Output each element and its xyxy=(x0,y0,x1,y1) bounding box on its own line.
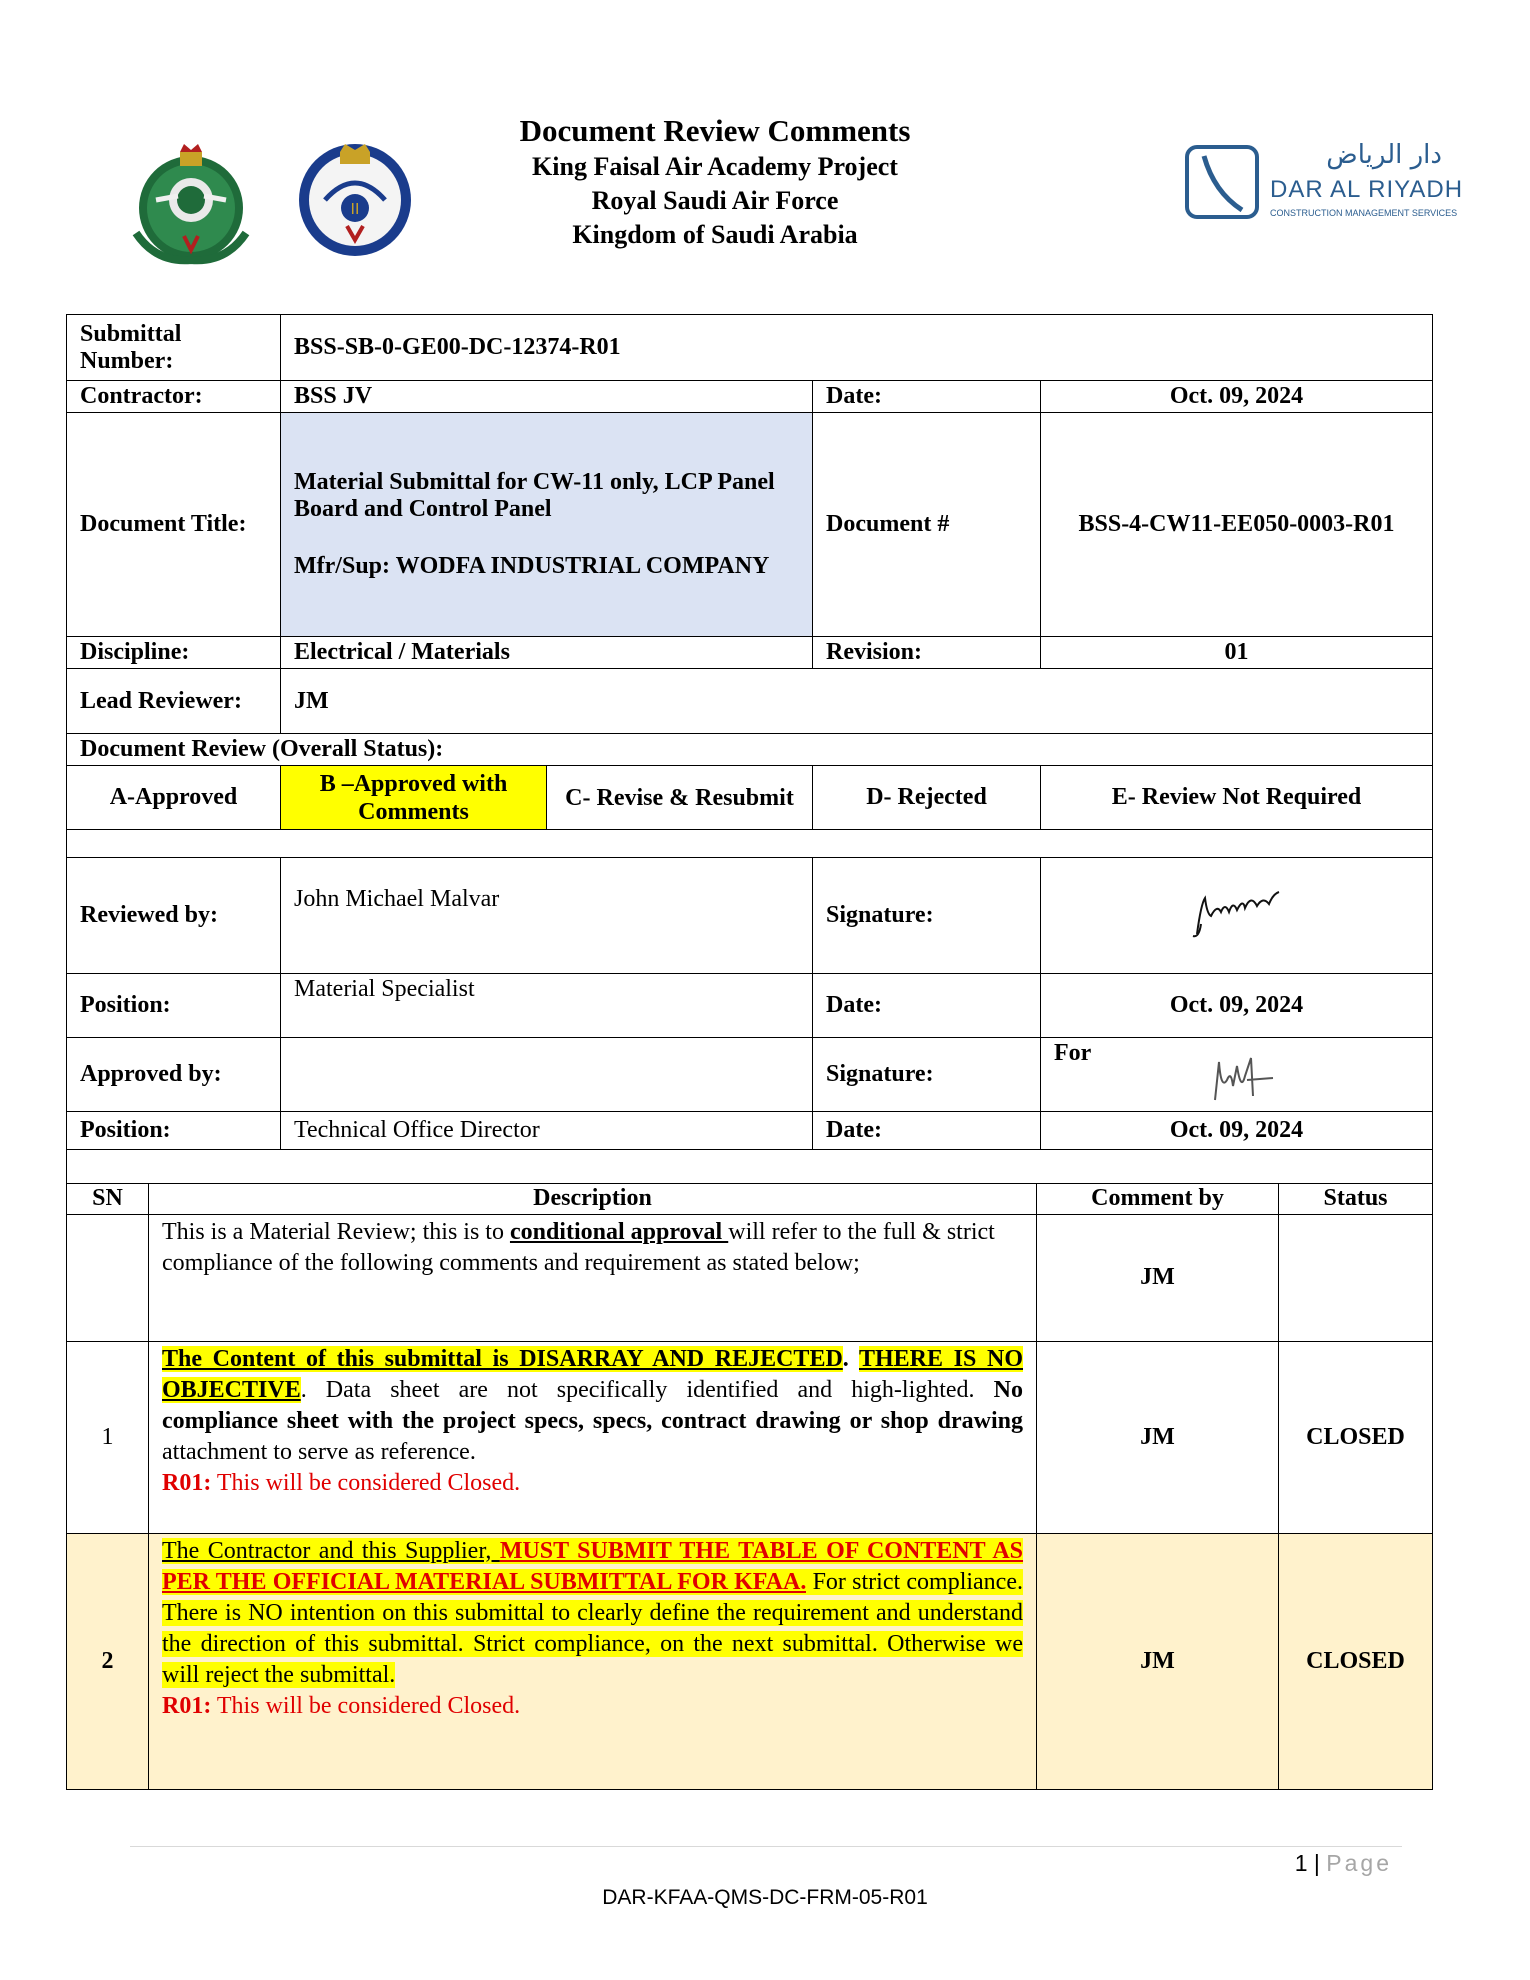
status-a-approved: A-Approved xyxy=(67,766,281,830)
row1-text-f: attachment to serve as reference. xyxy=(162,1438,476,1465)
document-title-value xyxy=(281,413,813,637)
row1-r01-label: R01: xyxy=(162,1469,212,1496)
row1-text-b: . xyxy=(842,1345,859,1372)
row1-status: CLOSED xyxy=(1279,1341,1433,1533)
approved-by-label: Approved by: xyxy=(67,1038,281,1112)
row2-status: CLOSED xyxy=(1279,1533,1433,1789)
dar-arabic-name: دار الرياض xyxy=(1326,140,1442,170)
row2-comment-by: JM xyxy=(1037,1533,1279,1789)
status-b-approved-with-comments: B –Approved with Comments xyxy=(281,766,547,830)
row1-comment-by: JM xyxy=(1037,1341,1279,1533)
for-label: For xyxy=(1054,1040,1092,1066)
position2-value: Technical Office Director xyxy=(281,1112,813,1150)
approver-signature xyxy=(1041,1038,1433,1112)
reviewer-signature-icon xyxy=(1187,884,1287,940)
client-name: Royal Saudi Air Force xyxy=(591,186,839,215)
intro-status xyxy=(1279,1214,1433,1341)
row1-text-a: The Content of this submittal is DISARRAY AND REJECTED xyxy=(162,1345,843,1372)
position-value: Material Specialist xyxy=(281,974,813,1038)
status-d-rejected: D- Rejected xyxy=(813,766,1041,830)
position-label: Position: xyxy=(67,974,281,1038)
table-row xyxy=(67,1214,1433,1341)
col-description-header: Description xyxy=(149,1183,1037,1214)
table-row xyxy=(67,1533,1433,1789)
approval-date-value: Oct. 09, 2024 xyxy=(1041,1112,1433,1150)
contractor-value: BSS JV xyxy=(281,381,813,413)
dar-subtitle: CONSTRUCTION MANAGEMENT SERVICES xyxy=(1270,208,1458,218)
approval-date-label: Date: xyxy=(813,1112,1041,1150)
row2-r01-text: This will be considered Closed. xyxy=(211,1692,521,1719)
row2-r01-label: R01: xyxy=(162,1692,212,1719)
position2-label: Position: xyxy=(67,1112,281,1150)
submittal-info-table xyxy=(66,314,1433,1184)
submittal-number-label: Submittal Number: xyxy=(67,315,281,381)
page-word: Page xyxy=(1326,1850,1392,1876)
status-c-revise-resubmit: C- Revise & Resubmit xyxy=(547,766,813,830)
revision-label: Revision: xyxy=(813,637,1041,669)
row2-text-c: For strict compliance. There is NO intention on this submittal to clearly define the requirement and understand the direction of this submittal. Strict compliance, on the next submittal. Otherwise we will reject the submittal. xyxy=(162,1568,1023,1688)
dar-al-riyadh-logo xyxy=(1184,140,1464,232)
review-date-label: Date: xyxy=(813,974,1041,1038)
signature-label: Signature: xyxy=(813,858,1041,974)
overall-status-label: Document Review (Overall Status): xyxy=(67,734,1433,766)
contractor-label: Contractor: xyxy=(67,381,281,413)
project-name: King Faisal Air Academy Project xyxy=(532,152,898,181)
document-title-line1: Material Submittal for CW-11 only, LCP Panel Board and Control Panel xyxy=(294,469,775,522)
lead-reviewer-value: JM xyxy=(281,669,1433,734)
discipline-value: Electrical / Materials xyxy=(281,637,813,669)
spacer-row-2 xyxy=(67,1150,1433,1184)
page-separator: | xyxy=(1307,1850,1327,1876)
review-date-value: Oct. 09, 2024 xyxy=(1041,974,1433,1038)
row1-sn: 1 xyxy=(67,1341,149,1533)
discipline-label: Discipline: xyxy=(67,637,281,669)
reviewer-signature xyxy=(1041,858,1433,974)
col-sn-header: SN xyxy=(67,1183,149,1214)
submittal-number-value: BSS-SB-0-GE00-DC-12374-R01 xyxy=(281,315,1433,381)
svg-text:II: II xyxy=(350,201,360,218)
reviewed-by-label: Reviewed by: xyxy=(67,858,281,974)
intro-text-a: This is a Material Review; this is to xyxy=(162,1218,510,1245)
row1-description xyxy=(149,1341,1037,1533)
row2-description xyxy=(149,1533,1037,1789)
document-title: Document Review Comments xyxy=(519,113,911,148)
date-value: Oct. 09, 2024 xyxy=(1041,381,1433,413)
country-name: Kingdom of Saudi Arabia xyxy=(572,220,858,249)
document-number-value: BSS-4-CW11-EE050-0003-R01 xyxy=(1041,413,1433,637)
intro-sn xyxy=(67,1214,149,1341)
dar-al-riyadh-mark-icon xyxy=(1184,144,1260,220)
reviewed-by-value: John Michael Malvar xyxy=(281,858,813,974)
approver-signature-icon xyxy=(1207,1050,1277,1106)
comments-table xyxy=(66,1183,1433,1790)
lead-reviewer-label: Lead Reviewer: xyxy=(67,669,281,734)
intro-text-b: conditional approval xyxy=(509,1218,729,1245)
date-label: Date: xyxy=(813,381,1041,413)
document-title-label: Document Title: xyxy=(67,413,281,637)
row2-text-b: MUST SUBMIT THE TABLE OF CONTENT AS PER THE OFFICIAL MATERIAL SUBMITTAL FOR KFAA. xyxy=(162,1537,1024,1595)
row2-text-a: The Contractor and this Supplier, xyxy=(162,1537,500,1564)
intro-description xyxy=(149,1214,1037,1341)
status-e-review-not-required: E- Review Not Required xyxy=(1041,766,1433,830)
document-number-label: Document # xyxy=(813,413,1041,637)
row1-text-d: . Data sheet are not specifically identified and high-lighted. xyxy=(300,1376,994,1403)
spacer-row xyxy=(67,830,1433,858)
col-comment-by-header: Comment by xyxy=(1037,1183,1279,1214)
row2-sn: 2 xyxy=(67,1533,149,1789)
revision-value: 01 xyxy=(1041,637,1433,669)
page-number-value: 1 xyxy=(1294,1850,1308,1876)
page-number xyxy=(1295,1850,1392,1877)
footer-divider xyxy=(130,1846,1402,1847)
intro-text-c: will refer to the full & strict compliance of the following comments and requirement as stated below; xyxy=(162,1218,995,1276)
approved-by-value xyxy=(281,1038,813,1112)
table-row xyxy=(67,1341,1433,1533)
air-academy-emblem-icon xyxy=(126,138,256,268)
document-title-line2: Mfr/Sup: WODFA INDUSTRIAL COMPANY xyxy=(294,553,770,579)
form-number: DAR-KFAA-QMS-DC-FRM-05-R01 xyxy=(602,1886,928,1909)
dar-english-name: DAR AL RIYADH xyxy=(1270,176,1464,203)
row1-r01-text: This will be considered Closed. xyxy=(211,1469,521,1496)
row1-text-c: THERE IS NO OBJECTIVE xyxy=(162,1345,1023,1403)
col-status-header: Status xyxy=(1279,1183,1433,1214)
rsaf-badge-icon xyxy=(292,136,418,260)
signature2-label: Signature: xyxy=(813,1038,1041,1112)
intro-comment-by: JM xyxy=(1037,1214,1279,1341)
review-form xyxy=(66,314,1432,1790)
row1-text-e: No compliance sheet with the project specs, specs, contract drawing or shop drawing xyxy=(162,1376,1023,1434)
